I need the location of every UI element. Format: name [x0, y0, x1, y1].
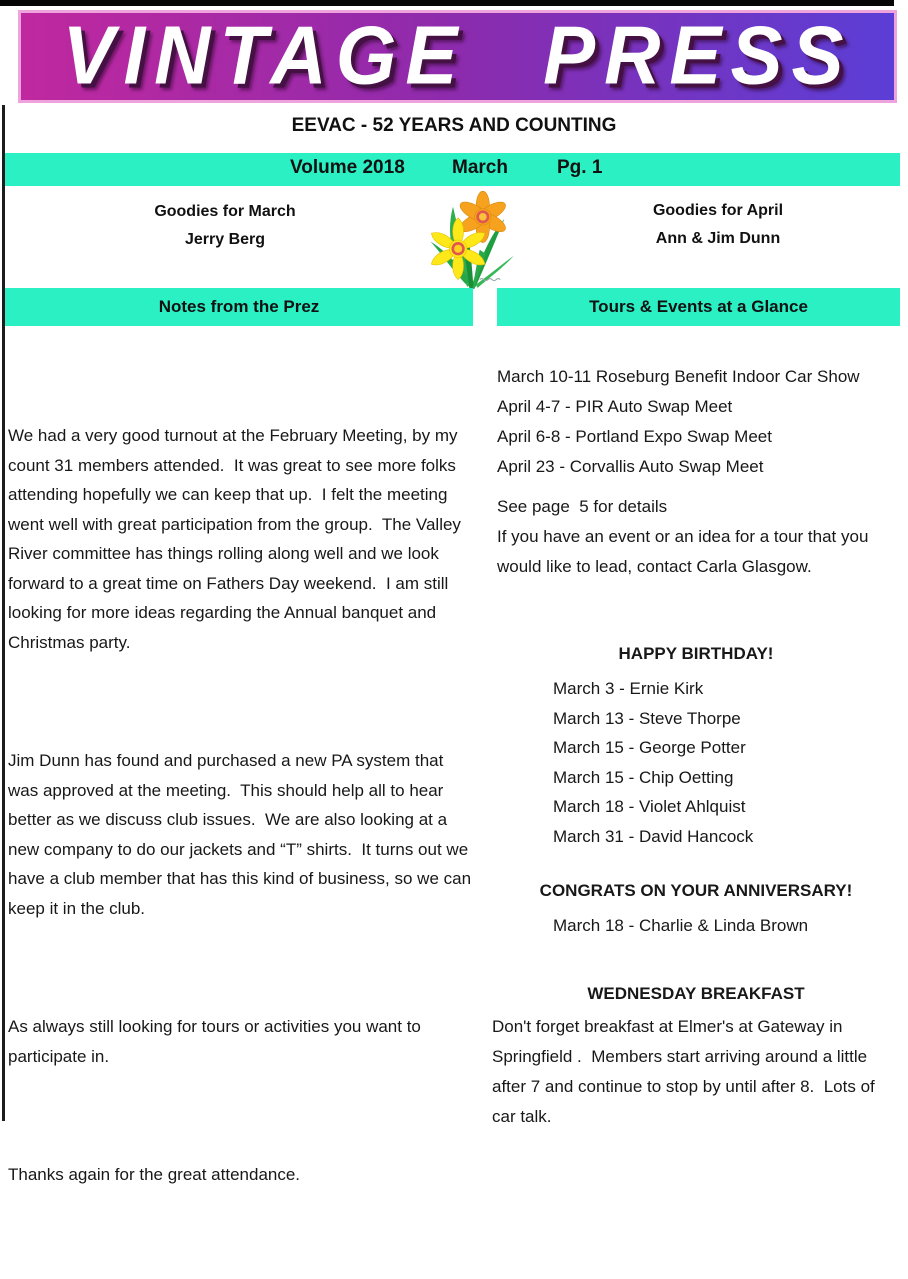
tour-contact-note: If you have an event or an idea for a tour that you would like to lead, contact Carla Glasgow. — [497, 527, 874, 576]
birthday-header: HAPPY BIRTHDAY! — [618, 644, 774, 663]
tours-section-header: Tours & Events at a Glance — [497, 288, 900, 326]
daffodil-flower-icon — [418, 186, 526, 294]
newsletter-tagline: EEVAC - 52 YEARS AND COUNTING — [291, 115, 617, 136]
masthead-banner — [18, 7, 897, 103]
volume-label: Volume 2018 — [290, 157, 405, 178]
top-border-strip — [0, 0, 894, 6]
page-number-label: Pg. 1 — [557, 157, 603, 178]
anniversary-header: CONGRATS ON YOUR ANNIVERSARY! — [539, 881, 853, 900]
birthday-item: March 15 - Chip Oetting — [553, 767, 734, 787]
see-details-note: See page 5 for details — [497, 497, 668, 516]
notes-section-header: Notes from the Prez — [5, 288, 473, 326]
event-item: April 4-7 - PIR Auto Swap Meet — [497, 397, 733, 416]
event-item: April 23 - Corvallis Auto Swap Meet — [497, 457, 764, 476]
left-page-border — [2, 105, 5, 1121]
prez-paragraph-1: We had a very good turnout at the February Meeting, by my count 31 members attended. It was great to see more folks attending hopefully we can keep that up. I felt the meeting went well with great participation from the group. The Valley River committee has things rolling along well and we look forward to a great time on Fathers Day weekend. I am still looking for more ideas regarding the Annual banquet and Christmas party. — [8, 426, 466, 652]
breakfast-body: Don't forget breakfast at Elmer's at Gateway in Springfield . Members start arriving around a little after 7 and continue to stop by until after 8. Lots of car talk. — [492, 1017, 880, 1126]
prez-paragraph-4: Thanks again for the great attendance. — [8, 1165, 301, 1184]
goodies-march-title: Goodies for March — [154, 203, 296, 220]
birthday-item: March 3 - Ernie Kirk — [553, 679, 704, 698]
birthday-item: March 15 - George Potter — [553, 738, 746, 758]
birthday-item: March 31 - David Hancock — [553, 826, 754, 846]
events-list — [497, 362, 860, 482]
prez-paragraph-3: As always still looking for tours or activities you want to participate in. — [8, 1017, 426, 1066]
goodies-march-name: Jerry Berg — [184, 231, 266, 248]
anniversary-item: March 18 - Charlie & Linda Brown — [553, 916, 809, 935]
goodies-april-block — [533, 197, 903, 253]
notes-from-prez-body — [8, 362, 476, 1279]
birthday-list — [553, 674, 753, 852]
event-item: April 6-8 - Portland Expo Swap Meet — [497, 427, 772, 446]
goodies-april-title: Goodies for April — [652, 202, 784, 219]
month-label: March — [452, 157, 508, 178]
breakfast-header: WEDNESDAY BREAKFAST — [587, 984, 805, 1003]
event-item: March 10-11 Roseburg Benefit Indoor Car Show — [497, 367, 860, 386]
masthead-title: VINTAGE PRESS — [62, 7, 853, 102]
birthday-item: March 13 - Steve Thorpe — [553, 708, 741, 728]
goodies-march-block — [40, 198, 410, 254]
prez-paragraph-2: Jim Dunn has found and purchased a new PA system that was approved at the meeting. This should help all to hear better as we discuss club issues. We are also looking at a new company to do our jackets and “T” shirts. It turns out we have a club member that has this kind of business, so we can keep it in the club. — [8, 751, 476, 918]
goodies-april-name: Ann & Jim Dunn — [655, 230, 781, 247]
birthday-item: March 18 - Violet Ahlquist — [553, 797, 746, 817]
volume-bar — [5, 153, 900, 186]
